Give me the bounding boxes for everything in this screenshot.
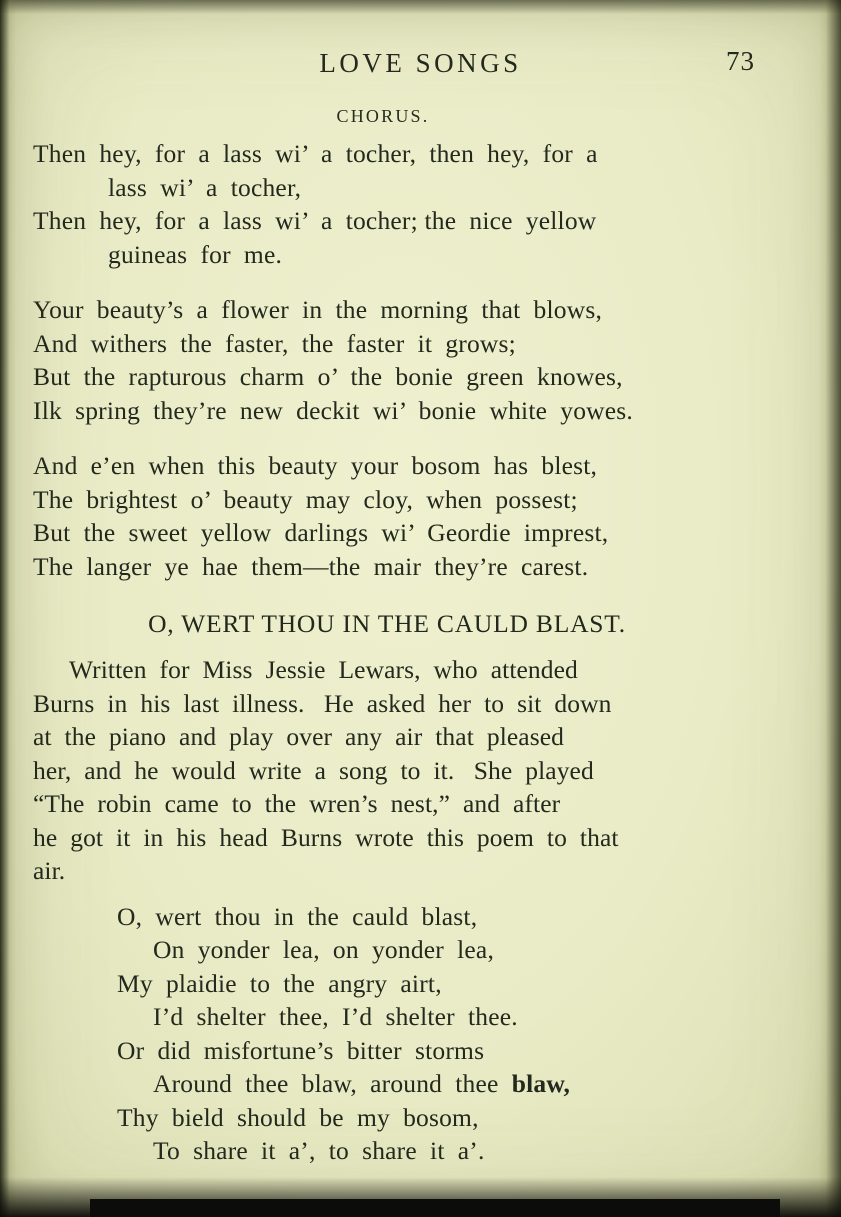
poem-line: lass wi’ a tocher, bbox=[108, 172, 302, 202]
headnote-line: “The robin came to the wren’s nest,” and after bbox=[33, 789, 561, 818]
page-edge-right bbox=[819, 0, 841, 1217]
poem-line-text: Around thee blaw, around thee bbox=[153, 1069, 512, 1098]
poem-line: But the rapturous charm o’ the bonie green knowes, bbox=[33, 362, 623, 391]
chorus-verse bbox=[33, 137, 733, 271]
poem-line-with-emphasis bbox=[117, 1067, 733, 1101]
headnote-line: he got it in his head Burns wrote this poem to that bbox=[33, 822, 619, 852]
poem-line: Then hey, for a lass wi’ a tocher, then hey, for a bbox=[33, 139, 598, 168]
headnote-line: her, and he would write a song to it. She played bbox=[33, 755, 594, 785]
poem-line: To share it a’, to share it a’. bbox=[153, 1136, 485, 1165]
page-edge-bottom-strip bbox=[90, 1199, 780, 1217]
poem-line: My plaidie to the angry airt, bbox=[117, 968, 442, 998]
headnote-line: at the piano and play over any air that pleased bbox=[33, 722, 565, 751]
poem-line: Ilk spring they’re new deckit wi’ bonie white yowes. bbox=[33, 395, 634, 425]
headnote bbox=[33, 653, 733, 888]
poem-line: Your beauty’s a flower in the morning that blows, bbox=[33, 295, 603, 324]
poem-line: The langer ye hae them—the mair they’re carest. bbox=[33, 551, 589, 581]
chorus-label: CHORUS. bbox=[336, 106, 430, 126]
poem-line: And withers the faster, the faster it grows; bbox=[33, 328, 516, 358]
headnote-line: air. bbox=[33, 856, 66, 885]
song-title: O, WERT THOU IN THE CAULD BLAST. bbox=[148, 609, 626, 638]
verse bbox=[33, 449, 733, 583]
emphasized-word: blaw, bbox=[511, 1069, 571, 1098]
headnote-line: Written for Miss Jessie Lewars, who attended bbox=[69, 655, 578, 684]
running-head: LOVE SONGS bbox=[319, 48, 522, 78]
poem-line: Then hey, for a lass wi’ a tocher; the nice yellow bbox=[33, 206, 597, 235]
page-edge-left bbox=[0, 0, 16, 1217]
page-number: 73 bbox=[726, 46, 755, 76]
poem-line: O, wert thou in the cauld blast, bbox=[117, 901, 478, 931]
poem-line: And e’en when this beauty your bosom has blest, bbox=[33, 451, 598, 480]
poem-line: Thy bield should be my bosom, bbox=[117, 1102, 479, 1132]
text-block bbox=[33, 100, 733, 1168]
poem-line: But the sweet yellow darlings wi’ Geordie imprest, bbox=[33, 518, 609, 547]
page-edge-top bbox=[0, 0, 841, 14]
poem-line: guineas for me. bbox=[108, 239, 283, 269]
headnote-line: Burns in his last illness. He asked her to sit down bbox=[33, 688, 612, 718]
poem bbox=[33, 900, 733, 1168]
poem-line: I’d shelter thee, I’d shelter thee. bbox=[153, 1002, 518, 1031]
poem-line: The brightest o’ beauty may cloy, when possest; bbox=[33, 484, 578, 514]
poem-line: On yonder lea, on yonder lea, bbox=[153, 935, 495, 964]
poem-line: Or did misfortune’s bitter storms bbox=[117, 1035, 485, 1065]
verse bbox=[33, 293, 733, 427]
